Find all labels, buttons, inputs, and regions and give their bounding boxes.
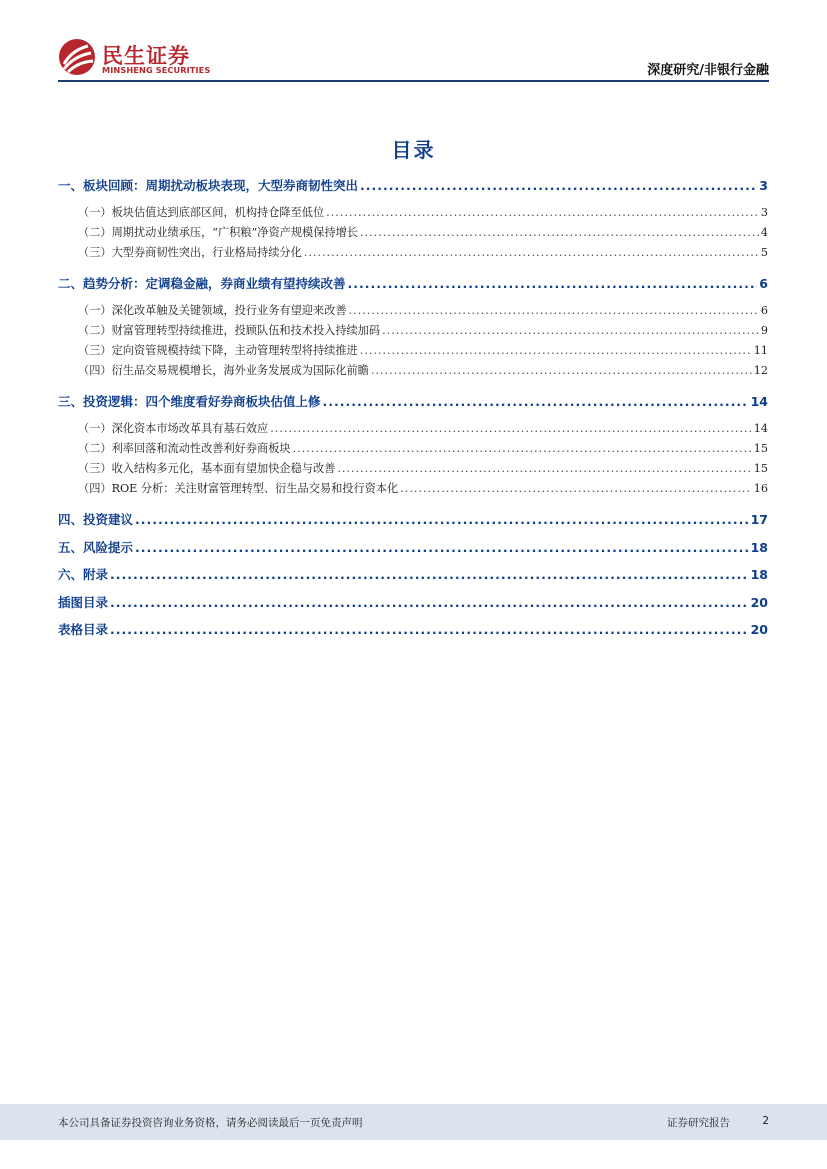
- toc-entry-page: 17: [750, 512, 768, 527]
- toc-entry-title: 五、风险提示: [58, 540, 134, 555]
- toc-entry-page: 18: [750, 540, 768, 555]
- toc-leader-dots: [110, 595, 749, 610]
- toc-leader-dots: [382, 324, 759, 337]
- toc-entry-title: 六、附录: [58, 567, 109, 582]
- toc-subsection-entry[interactable]: [58, 440, 768, 456]
- toc-subsection-entry[interactable]: [58, 244, 768, 260]
- toc-entry-page: 16: [753, 482, 768, 495]
- toc-entry-title: （三）定向资管规模持续下降，主动管理转型将持续推进: [78, 344, 358, 357]
- toc-entry-page: 9: [760, 324, 768, 337]
- toc-subsection-entry[interactable]: [58, 204, 768, 220]
- toc-leader-dots: [360, 226, 759, 239]
- toc-leader-dots: [348, 276, 758, 291]
- toc-entry-title: （三）收入结构多元化，基本面有望加快企稳与改善: [78, 462, 336, 475]
- header-divider: [58, 80, 769, 82]
- toc-section-entry[interactable]: [58, 176, 768, 194]
- logo-english-name: MINSHENG SECURITIES: [102, 65, 211, 75]
- toc-subsection-entry[interactable]: [58, 302, 768, 318]
- minsheng-logo-icon: [58, 38, 96, 76]
- page-header: [0, 0, 827, 85]
- toc-entry-title: 表格目录: [58, 622, 109, 637]
- toc-entry-title: （四）ROE 分析：关注财富管理转型、衍生品交易和投行资本化: [78, 482, 399, 495]
- toc-leader-dots: [110, 622, 749, 637]
- toc-leader-dots: [293, 442, 752, 455]
- toc-section-entry[interactable]: [58, 565, 768, 583]
- toc-section-entry[interactable]: [58, 392, 768, 410]
- toc-entry-title: 四、投资建议: [58, 512, 134, 527]
- toc-subsection-entry[interactable]: [58, 322, 768, 338]
- toc-entry-page: 18: [750, 567, 768, 582]
- toc-entry-page: 15: [753, 462, 768, 475]
- page-footer: [0, 1104, 827, 1140]
- toc-entry-title: （四）衍生品交易规模增长，海外业务发展成为国际化前瞻: [78, 364, 369, 377]
- footer-report-type: 证券研究报告: [667, 1117, 730, 1129]
- toc-entry-page: 11: [753, 344, 768, 357]
- toc-leader-dots: [135, 512, 749, 527]
- toc-entry-page: 3: [759, 178, 768, 193]
- toc-leader-dots: [371, 364, 752, 377]
- toc-leader-dots: [323, 394, 749, 409]
- toc-leader-dots: [400, 482, 752, 495]
- toc-entry-page: 20: [750, 595, 768, 610]
- toc-entry-title: （三）大型券商韧性突出，行业格局持续分化: [78, 246, 302, 259]
- minsheng-logo: [58, 38, 211, 80]
- toc-entry-page: 6: [759, 276, 768, 291]
- toc-leader-dots: [135, 540, 749, 555]
- toc-leader-dots: [110, 567, 749, 582]
- logo-chinese-name: 民生证券: [102, 44, 190, 68]
- toc-entry-title: （一）深化资本市场改革具有基石效应: [78, 422, 269, 435]
- toc-leader-dots: [360, 178, 757, 193]
- toc-entry-title: （一）板块估值达到底部区间，机构持仓降至低位: [78, 206, 325, 219]
- toc-leader-dots: [270, 422, 752, 435]
- toc-entry-page: 20: [750, 622, 768, 637]
- toc-subsection-entry[interactable]: [58, 342, 768, 358]
- toc-section-entry[interactable]: [58, 593, 768, 611]
- toc-entry-page: 5: [760, 246, 768, 259]
- toc-entry-title: 插图目录: [58, 595, 109, 610]
- toc-title: 目录: [391, 138, 436, 162]
- toc-leader-dots: [326, 206, 759, 219]
- toc-entry-title: （二）财富管理转型持续推进，投顾队伍和技术投入持续加码: [78, 324, 381, 337]
- toc-entry-title: 一、板块回顾：周期扰动板块表现，大型券商韧性突出: [58, 178, 359, 193]
- toc-entry-title: （二）利率回落和流动性改善利好券商板块: [78, 442, 291, 455]
- report-category: 深度研究/非银行金融: [647, 63, 769, 78]
- toc-section-entry[interactable]: [58, 274, 768, 292]
- toc-leader-dots: [360, 344, 752, 357]
- toc-entry-page: 15: [753, 442, 768, 455]
- toc-entry-page: 4: [760, 226, 768, 239]
- toc-entry-title: （一）深化改革触及关键领域，投行业务有望迎来改善: [78, 304, 347, 317]
- toc-subsection-entry[interactable]: [58, 362, 768, 378]
- toc-subsection-entry[interactable]: [58, 460, 768, 476]
- toc-subsection-entry[interactable]: [58, 224, 768, 240]
- toc-section-entry[interactable]: [58, 538, 768, 556]
- toc-entry-page: 14: [753, 422, 768, 435]
- toc-entry-page: 3: [760, 206, 768, 219]
- toc-subsection-entry[interactable]: [58, 420, 768, 436]
- toc-leader-dots: [337, 462, 751, 475]
- toc-entry-title: （二）周期扰动业绩承压，“广积粮”净资产规模保持增长: [78, 226, 358, 239]
- toc-entry-title: 二、趋势分析：定调稳金融，券商业绩有望持续改善: [58, 276, 346, 291]
- footer-disclaimer: 本公司具备证券投资咨询业务资格，请务必阅读最后一页免责声明: [58, 1117, 363, 1129]
- toc-subsection-entry[interactable]: [58, 480, 768, 496]
- toc-entry-page: 12: [753, 364, 768, 377]
- toc-entry-page: 14: [750, 394, 768, 409]
- toc-section-entry[interactable]: [58, 620, 768, 638]
- footer-page-number: 2: [762, 1115, 769, 1127]
- toc-leader-dots: [304, 246, 759, 259]
- toc-leader-dots: [349, 304, 759, 317]
- toc-section-entry[interactable]: [58, 510, 768, 528]
- toc-entry-title: 三、投资逻辑：四个维度看好券商板块估值上修: [58, 394, 321, 409]
- toc-entry-page: 6: [760, 304, 768, 317]
